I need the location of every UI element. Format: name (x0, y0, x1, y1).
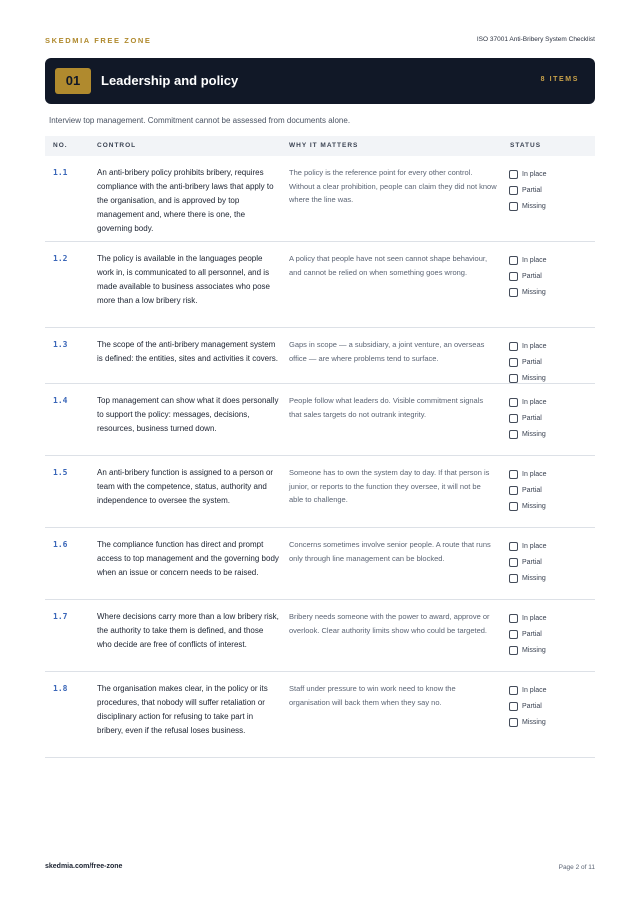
status-option-partial[interactable] (509, 410, 589, 426)
status-option-in-place[interactable] (509, 682, 589, 698)
status-option-label: In place (522, 170, 547, 178)
status-option-partial[interactable] (509, 698, 589, 714)
control-text: An anti-bribery function is assigned to a person or team with the competence, status, authority and independence to oversee the system. (97, 468, 274, 505)
item-count: 8 ITEMS (540, 76, 579, 83)
status-option-label: In place (522, 686, 547, 694)
status-options (509, 538, 589, 586)
checkbox[interactable] (509, 702, 518, 711)
status-option-partial[interactable] (509, 482, 589, 498)
checkbox[interactable] (509, 186, 518, 195)
checkbox[interactable] (509, 374, 518, 383)
checkbox[interactable] (509, 256, 518, 265)
status-option-partial[interactable] (509, 182, 589, 198)
status-option-in-place[interactable] (509, 252, 589, 268)
document-title: ISO 37001 Anti-Bribery System Checklist (476, 36, 595, 43)
status-option-label: Missing (522, 646, 546, 654)
status-option-label: Missing (522, 202, 546, 210)
control-number: 1.8 (53, 684, 68, 693)
checkbox[interactable] (509, 288, 518, 297)
status-option-in-place[interactable] (509, 338, 589, 354)
status-option-label: Partial (522, 358, 542, 366)
status-option-in-place[interactable] (509, 166, 589, 182)
checkbox[interactable] (509, 398, 518, 407)
status-option-label: In place (522, 342, 547, 350)
why-it-matters-text: Staff under pressure to win work need to know the organisation will back them when they say no. (289, 684, 456, 707)
section-title: Leadership and policy (101, 73, 239, 88)
status-option-partial[interactable] (509, 268, 589, 284)
status-option-label: In place (522, 256, 547, 264)
checkbox[interactable] (509, 414, 518, 423)
checkbox[interactable] (509, 486, 518, 495)
brand-name: SKEDMIA FREE ZONE (45, 36, 152, 45)
checkbox[interactable] (509, 502, 518, 511)
table-header (45, 136, 595, 156)
status-option-in-place[interactable] (509, 466, 589, 482)
status-option-label: Partial (522, 272, 542, 280)
status-options (509, 338, 589, 386)
control-number: 1.6 (53, 540, 68, 549)
control-number: 1.1 (53, 168, 68, 177)
why-it-matters-text: Bribery needs someone with the power to award, approve or overlook. Clear authority limits show who could be targeted. (289, 612, 490, 635)
status-option-missing[interactable] (509, 426, 589, 442)
control-text: The policy is available in the languages people work in, is communicated to all personnel, and is made available to business associates who pose more than a low bribery risk. (97, 254, 270, 305)
status-option-label: Partial (522, 486, 542, 494)
control-text: The scope of the anti-bribery management system is defined: the entities, sites and activities it covers. (97, 340, 278, 363)
why-it-matters-text: Concerns sometimes involve senior people. A route that runs only through line management can be blocked. (289, 540, 491, 563)
status-option-partial[interactable] (509, 554, 589, 570)
table-row (45, 600, 595, 672)
status-option-missing[interactable] (509, 570, 589, 586)
status-option-label: In place (522, 614, 547, 622)
checkbox[interactable] (509, 542, 518, 551)
section-banner (45, 58, 595, 104)
status-option-label: Missing (522, 502, 546, 510)
checkbox[interactable] (509, 558, 518, 567)
why-it-matters-text: A policy that people have not seen cannot shape behaviour, and cannot be relied on when something goes wrong. (289, 254, 488, 277)
table-row (45, 242, 595, 328)
status-option-label: Missing (522, 430, 546, 438)
status-option-missing[interactable] (509, 498, 589, 514)
status-option-label: Partial (522, 630, 542, 638)
table-row (45, 328, 595, 384)
checkbox[interactable] (509, 686, 518, 695)
header-status: STATUS (510, 142, 542, 149)
status-options (509, 252, 589, 300)
status-option-label: Missing (522, 718, 546, 726)
status-options (509, 610, 589, 658)
status-option-partial[interactable] (509, 354, 589, 370)
footer-url[interactable]: skedmia.com/free-zone (45, 863, 123, 870)
status-option-label: Partial (522, 186, 542, 194)
table-row (45, 456, 595, 528)
section-intro: Interview top management. Commitment cannot be assessed from documents alone. (49, 116, 351, 125)
control-text: The organisation makes clear, in the policy or its procedures, that nobody will suffer retaliation or disciplinary action for refusing to take part in bribery, even if the refusal loses business. (97, 684, 268, 735)
status-option-in-place[interactable] (509, 394, 589, 410)
status-option-label: Partial (522, 558, 542, 566)
control-number: 1.4 (53, 396, 68, 405)
status-option-label: In place (522, 470, 547, 478)
status-option-label: Missing (522, 374, 546, 382)
checkbox[interactable] (509, 574, 518, 583)
status-option-in-place[interactable] (509, 538, 589, 554)
checkbox[interactable] (509, 430, 518, 439)
status-option-label: Partial (522, 414, 542, 422)
status-option-in-place[interactable] (509, 610, 589, 626)
control-text: The compliance function has direct and prompt access to top management and the governing body when an issue or concern needs to be raised. (97, 540, 279, 577)
table-row (45, 156, 595, 242)
status-option-missing[interactable] (509, 198, 589, 214)
status-option-label: Missing (522, 574, 546, 582)
status-option-missing[interactable] (509, 284, 589, 300)
checkbox[interactable] (509, 646, 518, 655)
checkbox[interactable] (509, 202, 518, 211)
control-text: An anti-bribery policy prohibits bribery, requires compliance with the anti-bribery laws that apply to the organisation, and is approved by top management and, where there is one, the governing body. (97, 168, 274, 233)
status-options (509, 682, 589, 730)
control-number: 1.2 (53, 254, 68, 263)
status-option-label: In place (522, 542, 547, 550)
why-it-matters-text: The policy is the reference point for every other control. Without a clear prohibition, people can claim they did not know where the line was. (289, 168, 497, 204)
status-option-missing[interactable] (509, 714, 589, 730)
status-option-label: In place (522, 398, 547, 406)
checkbox[interactable] (509, 630, 518, 639)
checkbox[interactable] (509, 272, 518, 281)
why-it-matters-text: Gaps in scope — a subsidiary, a joint venture, an overseas office — are where problems tend to surface. (289, 340, 485, 363)
checkbox[interactable] (509, 614, 518, 623)
checkbox[interactable] (509, 342, 518, 351)
control-text: Where decisions carry more than a low bribery risk, the authority to take them is defined, and those who decide are free of conflicts of interest. (97, 612, 279, 649)
page-number: Page 2 of 11 (558, 864, 595, 871)
status-option-label: Partial (522, 702, 542, 710)
table-row (45, 384, 595, 456)
checklist-table (45, 156, 595, 758)
header-no: NO. (53, 142, 68, 149)
status-option-partial[interactable] (509, 626, 589, 642)
control-number: 1.5 (53, 468, 68, 477)
status-option-label: Missing (522, 288, 546, 296)
section-number-badge: 01 (55, 68, 91, 94)
control-number: 1.3 (53, 340, 68, 349)
checkbox[interactable] (509, 170, 518, 179)
checkbox[interactable] (509, 358, 518, 367)
status-options (509, 466, 589, 514)
control-text: Top management can show what it does personally to support the policy: messages, decisions, resources, business turned down. (97, 396, 279, 433)
status-options (509, 166, 589, 214)
header-why-it-matters: WHY IT MATTERS (289, 142, 359, 149)
checkbox[interactable] (509, 718, 518, 727)
checkbox[interactable] (509, 470, 518, 479)
page-header (45, 36, 595, 48)
control-number: 1.7 (53, 612, 68, 621)
header-control: CONTROL (97, 142, 137, 149)
table-row (45, 672, 595, 758)
why-it-matters-text: People follow what leaders do. Visible commitment signals that sales targets do not outrank integrity. (289, 396, 484, 419)
status-option-missing[interactable] (509, 642, 589, 658)
table-row (45, 528, 595, 600)
why-it-matters-text: Someone has to own the system day to day. If that person is junior, or reports to the function they oversee, it will not be able to challenge. (289, 468, 490, 504)
status-options (509, 394, 589, 442)
